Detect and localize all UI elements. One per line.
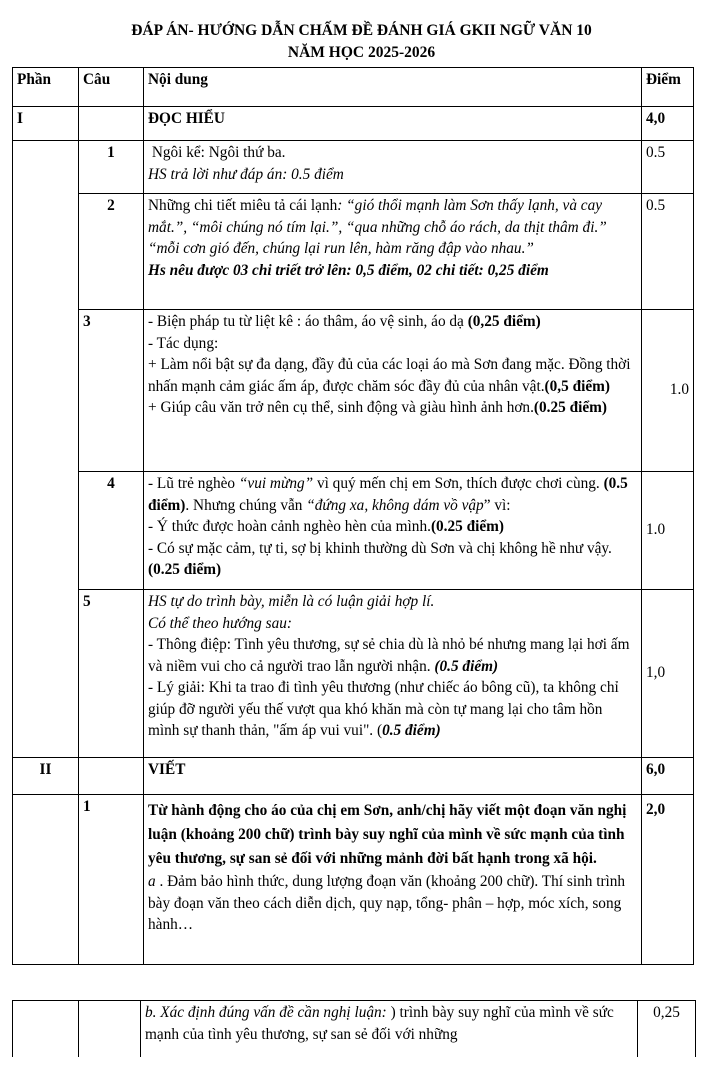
section-row-reading bbox=[13, 107, 694, 141]
answer-text: + Giúp câu văn trở nên cụ thể, sinh động và giàu hình ảnh hơn. bbox=[148, 399, 534, 416]
criterion-content bbox=[141, 1001, 638, 1057]
question-content bbox=[144, 141, 642, 194]
criterion-row-b bbox=[13, 1001, 696, 1057]
question-content bbox=[144, 795, 642, 965]
table-header-row bbox=[13, 68, 694, 107]
writing-row-1 bbox=[13, 795, 694, 965]
score-note: (0.25 điểm) bbox=[430, 518, 505, 535]
answer-text: - Tác dụng: bbox=[148, 334, 219, 352]
answer-table bbox=[12, 67, 694, 965]
criterion-text: ) trình bày suy nghĩ của mình về sức mạnh của tình yêu thương, sự san sẻ đối với những bbox=[145, 1004, 614, 1043]
score-note: (0.25 điểm) bbox=[533, 399, 607, 416]
section-title: ĐỌC HIỂU bbox=[144, 107, 642, 141]
question-row-4 bbox=[13, 472, 694, 590]
score-note: (0.5 điểm) bbox=[434, 657, 499, 675]
answer-table-continued bbox=[12, 1000, 696, 1057]
score-note: (0.5 điểm) bbox=[148, 475, 628, 514]
section-score: 4,0 bbox=[642, 107, 694, 141]
criterion-label: a bbox=[148, 873, 156, 890]
question-number: 5 bbox=[79, 590, 144, 758]
question-score: 0.5 bbox=[642, 141, 694, 194]
writing-prompt: Từ hành động cho áo của chị em Sơn, anh/chị hãy viết một đoạn văn nghị luận (khoảng 200 chữ) trình bày suy nghĩ của mình về sức mạnh của tình yêu thương, sự san sẻ đối với những mảnh đời bất hạnh trong xã hội. bbox=[148, 802, 627, 867]
answer-text: - Lũ trẻ nghèo bbox=[148, 475, 239, 492]
question-number: 2 bbox=[79, 194, 144, 310]
section-row-writing bbox=[13, 758, 694, 795]
criterion-text: . Đảm bảo hình thức, dung lượng đoạn văn (khoảng 200 chữ). Thí sinh trình bày đoạn văn theo cách diễn dịch, quy nạp, tổng- phân – hợp, móc xích, song hành… bbox=[148, 873, 626, 933]
header-part: Phần bbox=[13, 68, 79, 107]
answer-text: - Lý giải: Khi ta trao đi tình yêu thương (như chiếc áo bông cũ), ta không chỉ giúp đỡ người yếu thế vượt qua khó khăn mà còn tự mang lại cho tâm hồn mình sự thanh thản, "ấm áp vui vui". ( bbox=[148, 679, 619, 739]
empty-cell bbox=[79, 1001, 141, 1057]
question-number: 3 bbox=[79, 310, 144, 472]
question-score: 1.0 bbox=[642, 472, 694, 590]
question-number: 1 bbox=[79, 141, 144, 194]
question-content bbox=[144, 310, 642, 472]
school-year: NĂM HỌC 2025-2026 bbox=[287, 44, 436, 61]
score-note: (0,25 điểm) bbox=[467, 313, 541, 330]
question-row-3 bbox=[13, 310, 694, 472]
grading-note: Có thể theo hướng sau: bbox=[148, 614, 292, 632]
question-content bbox=[144, 590, 642, 758]
question-score: 0.5 bbox=[642, 194, 694, 310]
section-title: VIẾT bbox=[144, 758, 642, 795]
answer-text: Ngôi kể: Ngôi thứ ba. bbox=[151, 144, 286, 161]
question-row-5 bbox=[13, 590, 694, 758]
answer-text: ” vì: bbox=[483, 496, 511, 514]
score-note: (0.25 điểm) bbox=[148, 561, 222, 578]
score-note: 0.5 điểm) bbox=[382, 722, 441, 739]
question-score: 1,0 bbox=[642, 590, 694, 758]
answer-text: vì quý mến chị em Sơn, thích được chơi cùng. bbox=[313, 475, 604, 492]
answer-text: . Nhưng chúng vẫn bbox=[185, 496, 307, 514]
document-title: ĐÁP ÁN- HƯỚNG DẪN CHẤM ĐỀ ĐÁNH GIÁ GKII NGỮ VĂN 10 bbox=[131, 22, 592, 39]
merged-part-cell bbox=[13, 141, 79, 758]
question-score: 1.0 bbox=[642, 310, 694, 472]
grading-note: Hs nêu được 03 chi triết trở lên: 0,5 điểm, 02 chi tiết: 0,25 điểm bbox=[148, 261, 549, 279]
grading-note: HS trả lời như đáp án: 0.5 điểm bbox=[148, 165, 344, 183]
question-content bbox=[144, 472, 642, 590]
empty-cell bbox=[79, 107, 144, 141]
answer-text: + Làm nổi bật sự đa dạng, đầy đủ của các loại áo mà Sơn đang mặc. Đồng thời nhấn mạnh cảm giác ấm áp, được chăm sóc đầy đủ của nhân vật. bbox=[148, 356, 631, 395]
empty-cell bbox=[13, 795, 79, 965]
section-part: I bbox=[13, 107, 79, 141]
answer-text: - Thông điệp: Tình yêu thương, sự sẻ chia dù là nhỏ bé nhưng mang lại hơi ấm và niềm vui cho cả người trao lẫn người nhận. bbox=[148, 636, 630, 675]
criterion-score: 0,25 bbox=[638, 1001, 696, 1057]
answer-text: Những chi tiết miêu tả cái lạnh bbox=[148, 197, 338, 214]
quote: “vui mừng” bbox=[238, 475, 314, 492]
header-score: Điểm bbox=[642, 68, 694, 107]
section-part: II bbox=[13, 758, 79, 795]
quote: “đứng xa, không dám vồ vập bbox=[306, 496, 484, 514]
answer-text: - Có sự mặc cảm, tự ti, sợ bị khinh thường dù Sơn và chị không hề như vậy. bbox=[148, 539, 612, 557]
empty-cell bbox=[13, 1001, 79, 1057]
header-content: Nội dung bbox=[144, 68, 642, 107]
criterion-label: b. Xác định đúng vấn đề cần nghị luận: bbox=[145, 1004, 391, 1021]
section-score: 6,0 bbox=[642, 758, 694, 795]
score-note: (0,5 điểm) bbox=[544, 377, 610, 395]
grading-note: HS tự do trình bày, miễn là có luận giải hợp lí. bbox=[148, 593, 435, 610]
question-score: 2,0 bbox=[642, 795, 694, 965]
answer-text: - Ý thức được hoàn cảnh nghèo hèn của mình. bbox=[148, 518, 431, 535]
answer-text: - Biện pháp tu từ liệt kê : áo thâm, áo vệ sinh, áo dạ bbox=[148, 313, 468, 330]
question-row-1 bbox=[13, 141, 694, 194]
question-number: 1 bbox=[79, 795, 144, 965]
question-row-2 bbox=[13, 194, 694, 310]
question-number: 4 bbox=[79, 472, 144, 590]
empty-cell bbox=[79, 758, 144, 795]
quoted-details: : “gió thổi mạnh làm Sơn thấy lạnh, và cay mắt.”, “môi chúng nó tím lại.”, “qua những chỗ áo rách, da thịt thâm đi.” “mỗi cơn gió đến, chúng lại run lên, hàm răng đập vào nhau.” bbox=[148, 197, 607, 257]
question-content bbox=[144, 194, 642, 310]
header-question: Câu bbox=[79, 68, 144, 107]
